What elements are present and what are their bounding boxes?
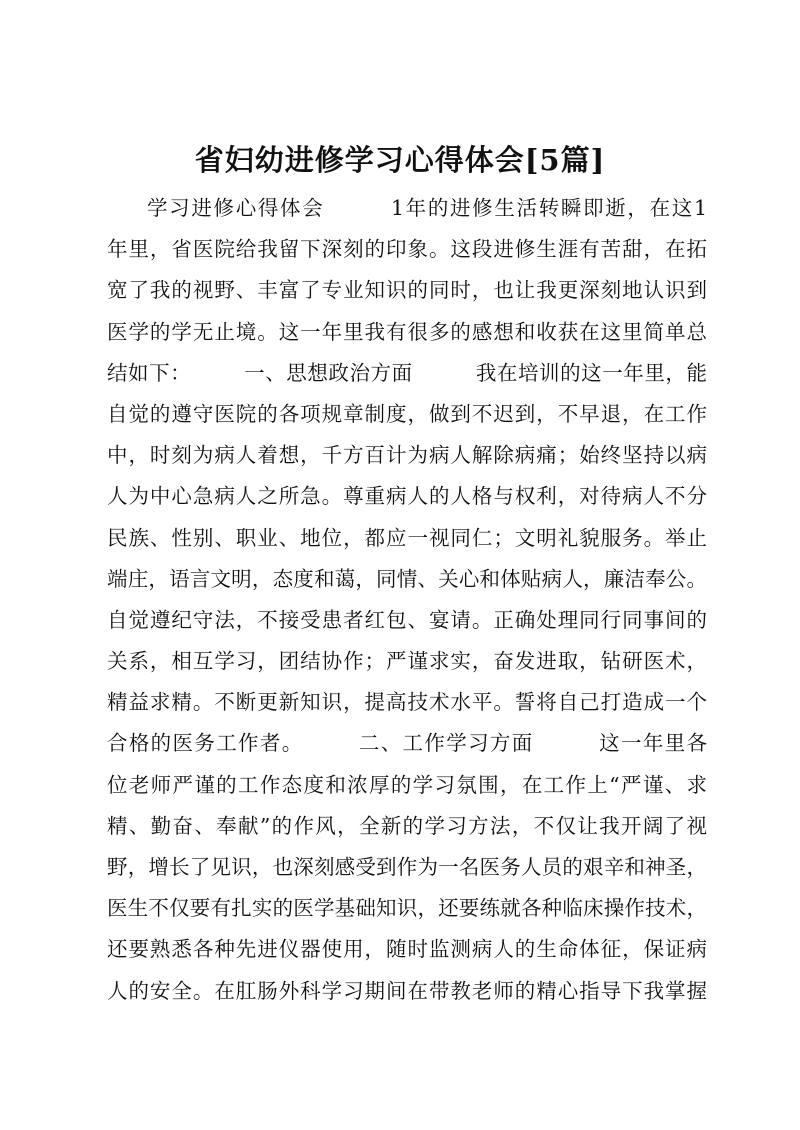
paragraph-line: 年里，省医院给我留下深刻的印象。这段进修生涯有苦甜，在拓 xyxy=(107,237,707,262)
paragraph-line: 端庄，语言文明，态度和蔼，同情、关心和体贴病人，廉洁奉公。 xyxy=(107,566,707,591)
paragraph-line: 还要熟悉各种先进仪器使用，随时监测病人的生命体征，保证病 xyxy=(107,937,707,962)
paragraph-line: 人的安全。在肛肠外科学习期间在带教老师的精心指导下我掌握 xyxy=(107,978,707,1003)
paragraph-line: 精、勤奋、奉献”的作风，全新的学习方法，不仅让我开阔了视 xyxy=(107,813,707,838)
paragraph-line: 位老师严谨的工作态度和浓厚的学习氛围，在工作上“严谨、求 xyxy=(107,772,707,797)
paragraph-line: 结如下： 一、思想政治方面 我在培训的这一年里，能 xyxy=(107,360,707,385)
paragraph-line: 人为中心急病人之所急。尊重病人的人格与权利，对待病人不分 xyxy=(107,484,707,509)
paragraph-line: 野，增长了见识，也深刻感受到作为一名医务人员的艰辛和神圣， xyxy=(107,855,707,879)
paragraph-line: 关系，相互学习，团结协作；严谨求实，奋发进取，钻研医术， xyxy=(107,649,707,674)
paragraph-line: 中，时刻为病人着想，千方百计为病人解除病痛；始终坚持以病 xyxy=(107,443,707,468)
document-title: 省妇幼进修学习心得体会[5篇] xyxy=(194,143,606,177)
paragraph-line: 医学的学无止境。这一年里我有很多的感想和收获在这里简单总 xyxy=(107,319,707,344)
paragraph-line: 宽了我的视野、丰富了专业知识的同时，也让我更深刻地认识到 xyxy=(107,278,707,303)
paragraph-line: 民族、性别、职业、地位，都应一视同仁；文明礼貌服务。举止 xyxy=(107,525,707,550)
paragraph-line: 医生不仅要有扎实的医学基础知识，还要练就各种临床操作技术， xyxy=(107,896,707,921)
paragraph-line: 精益求精。不断更新知识，提高技术水平。誓将自己打造成一个 xyxy=(107,690,707,715)
paragraph-line: 自觉遵纪守法，不接受患者红包、宴请。正确处理同行同事间的 xyxy=(107,607,707,632)
paragraph-line: 学习进修心得体会 1年的进修生活转瞬即逝，在这1 xyxy=(147,196,707,220)
paragraph-line: 合格的医务工作者。 二、工作学习方面 这一年里各 xyxy=(107,731,707,756)
document-body xyxy=(107,188,707,1012)
paragraph-line: 自觉的遵守医院的各项规章制度，做到不迟到，不早退，在工作 xyxy=(107,401,707,426)
